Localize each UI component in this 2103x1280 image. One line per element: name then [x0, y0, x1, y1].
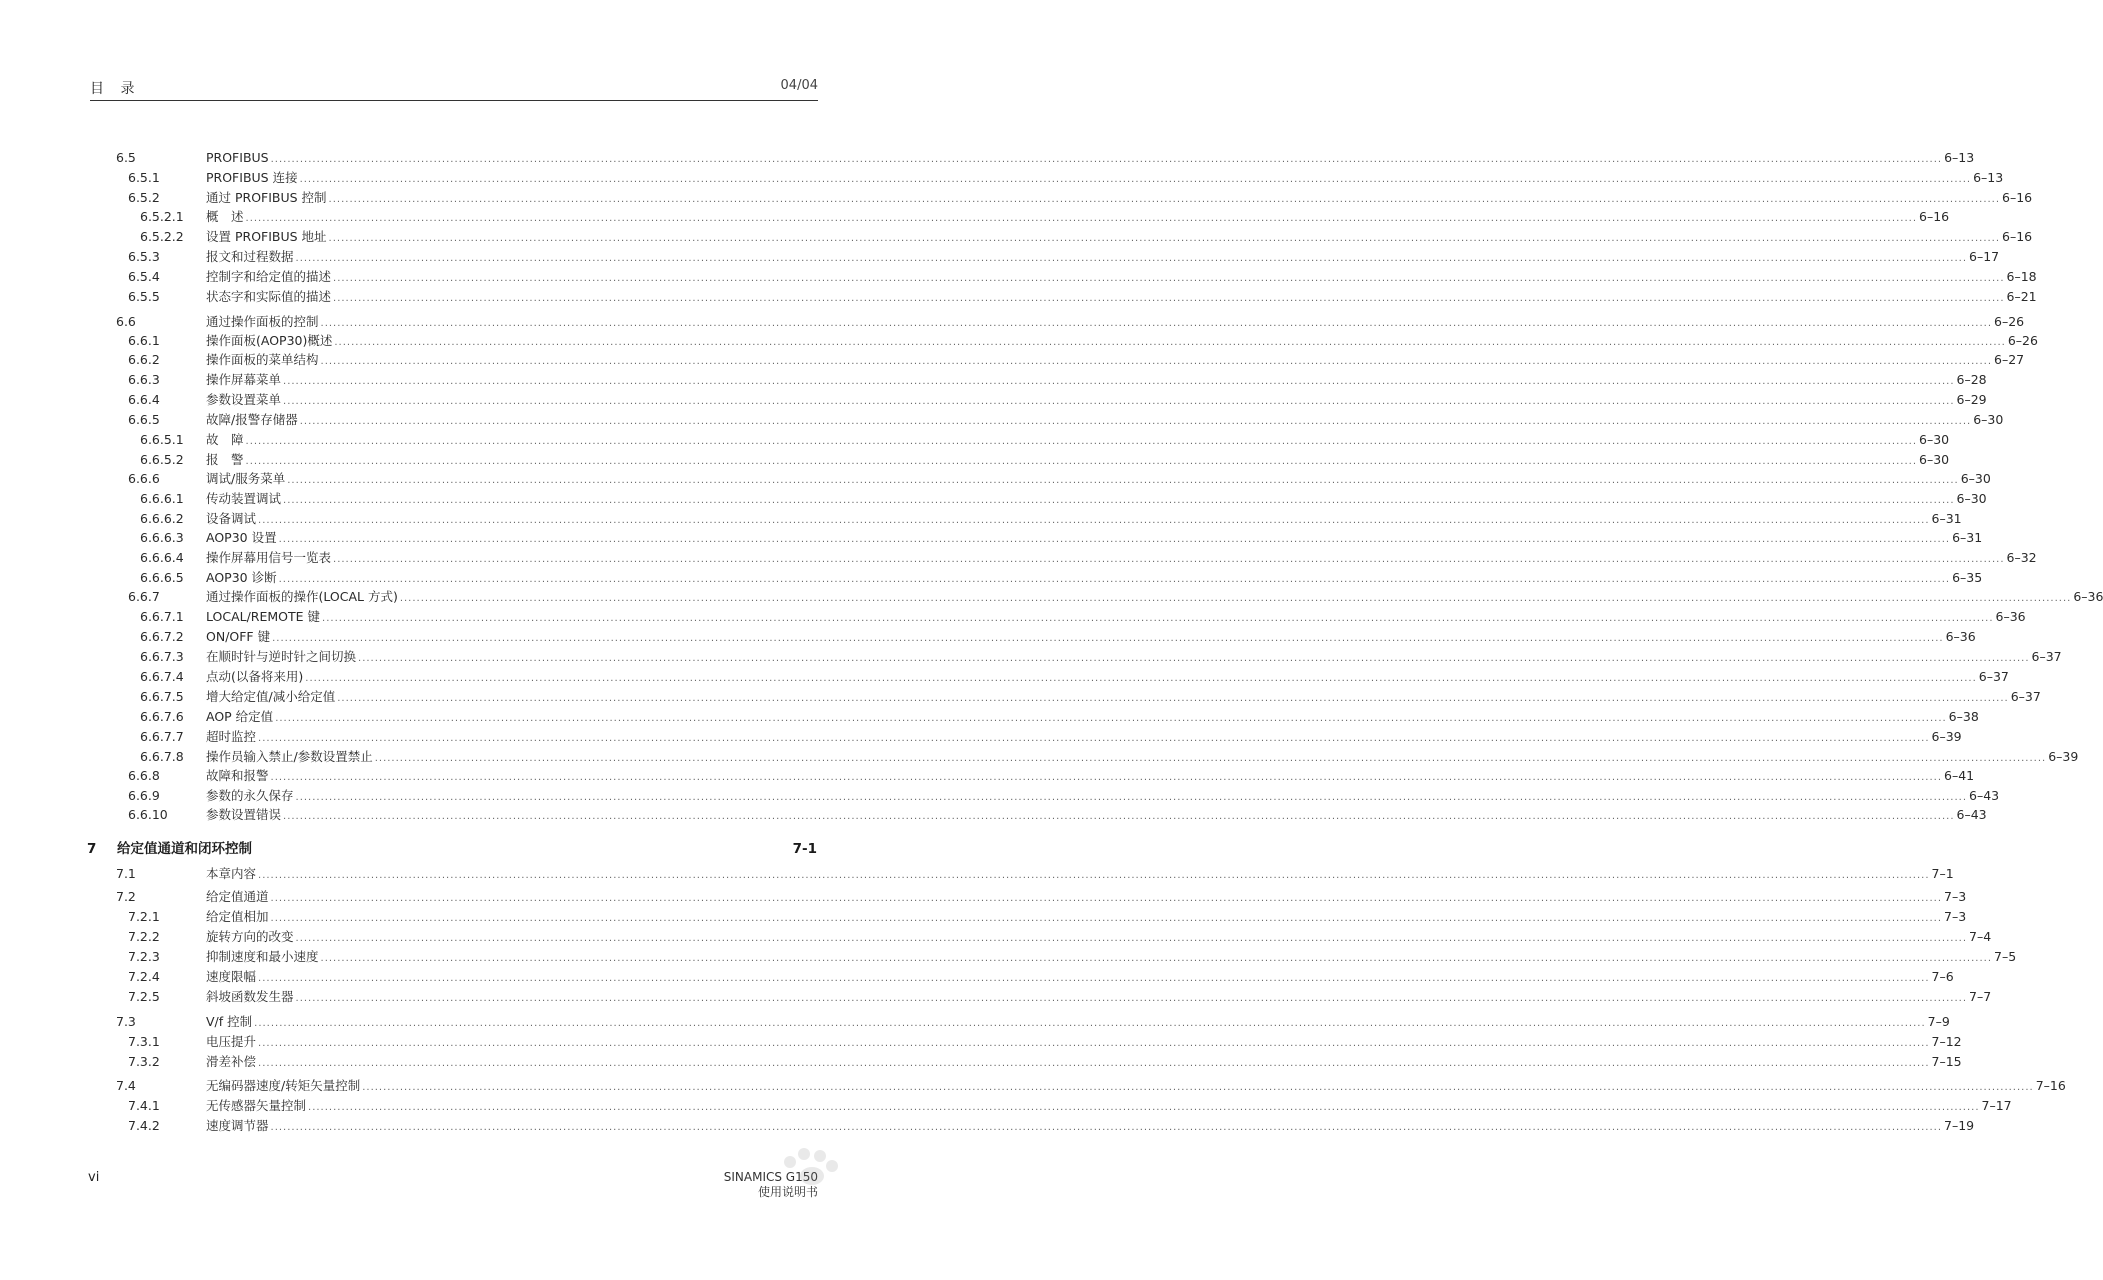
toc-entry-number: 7.1	[116, 866, 136, 881]
toc-entry-number: 6.5.1	[128, 170, 160, 185]
toc-entry-title: AOP30 设置	[206, 530, 277, 545]
toc-entry-number: 6.6.7.4	[140, 669, 184, 684]
toc-entry-text	[206, 189, 2033, 209]
toc-entry-number: 7.2.4	[128, 969, 160, 984]
toc-entry-number: 7.3.2	[128, 1054, 160, 1069]
toc-entry-text	[206, 549, 2037, 569]
toc-entry-title: 报 警	[206, 452, 244, 467]
toc-entry-text	[206, 728, 1962, 748]
toc-leader-dots: ................................................................................................................................................................................................................................................................................................................................................................................................................	[270, 893, 1942, 904]
toc-entry[interactable]	[116, 588, 2103, 606]
toc-entry-title: 调试/服务菜单	[206, 471, 286, 486]
toc-entry-number: 6.6.2	[128, 352, 160, 367]
toc-entry[interactable]	[116, 248, 2000, 266]
manual-name: 使用说明书	[757, 1185, 818, 1199]
toc-entry-page: 7–15	[1931, 1054, 1962, 1069]
baidu-watermark-logo	[640, 1140, 870, 1250]
toc-entry[interactable]	[116, 451, 1950, 469]
toc-entry-page: 6–16	[2002, 190, 2033, 205]
toc-leader-dots: ................................................................................................................................................................................................................................................................................................................................................................................................................	[328, 194, 2001, 205]
toc-entry[interactable]	[116, 1077, 2066, 1095]
toc-entry-title: 故 障	[206, 432, 244, 447]
toc-entry-title: ON/OFF 键	[206, 629, 271, 644]
toc-entry[interactable]	[116, 806, 1987, 824]
toc-entry[interactable]	[116, 529, 1983, 547]
toc-entry-text	[206, 1117, 1975, 1137]
toc-entry-title: 通过 PROFIBUS 控制	[206, 190, 327, 205]
toc-entry-text	[206, 588, 2103, 608]
toc-entry-title: 超时监控	[206, 729, 257, 744]
toc-entry-title: PROFIBUS 连接	[206, 170, 298, 185]
toc-entry-page: 6–39	[2048, 749, 2079, 764]
toc-entry-number: 6.6.5	[128, 412, 160, 427]
toc-entry-page: 6–30	[1960, 471, 1991, 486]
toc-entry-page: 6–30	[1919, 452, 1950, 467]
toc-leader-dots: ................................................................................................................................................................................................................................................................................................................................................................................................................	[270, 154, 1943, 165]
toc-entry-page: 6–38	[1948, 709, 1979, 724]
toc-entry-title: 故障和报警	[206, 768, 269, 783]
toc-entry-page: 6–21	[2006, 289, 2037, 304]
toc-entry-number: 6.6.6.5	[140, 570, 184, 585]
toc-leader-dots: ................................................................................................................................................................................................................................................................................................................................................................................................................	[270, 1122, 1942, 1133]
toc-entry-title: LOCAL/REMOTE 键	[206, 609, 321, 624]
toc-entry-number: 7.2.2	[128, 929, 160, 944]
toc-entry-number: 7.2.3	[128, 949, 160, 964]
toc-entry-number: 6.6.5.2	[140, 452, 184, 467]
toc-entry[interactable]	[116, 371, 1987, 389]
toc-entry-title: 操作屏幕菜单	[206, 372, 282, 387]
toc-entry-text	[206, 490, 1987, 510]
toc-entry-title: 斜坡函数发生器	[206, 989, 294, 1004]
toc-leader-dots: ................................................................................................................................................................................................................................................................................................................................................................................................................	[299, 416, 1972, 427]
page-number: vi	[88, 1170, 100, 1185]
toc-entry-page: 6–35	[1952, 570, 1983, 585]
toc-leader-dots: ................................................................................................................................................................................................................................................................................................................................................................................................................	[320, 318, 1992, 329]
toc-entry-page: 6–29	[1956, 392, 1987, 407]
toc-chapter-page: 7-1	[792, 841, 817, 857]
toc-entry-title: 控制字和给定值的描述	[206, 269, 332, 284]
toc-entry-number: 7.2.5	[128, 989, 160, 1004]
toc-leader-dots: ................................................................................................................................................................................................................................................................................................................................................................................................................	[258, 973, 1930, 984]
toc-entry-text	[206, 865, 1954, 885]
toc-entry-text	[206, 1053, 1962, 1073]
toc-entry-number: 6.6.6	[128, 471, 160, 486]
toc-entry[interactable]	[116, 189, 2033, 207]
toc-chapter-number: 7	[87, 841, 97, 857]
header-date: 04/04	[780, 78, 818, 93]
toc-entry-text	[206, 529, 1983, 549]
toc-entry-number: 6.6.1	[128, 333, 160, 348]
toc-entry-title: 滑差补偿	[206, 1054, 257, 1069]
toc-entry[interactable]	[116, 1033, 1962, 1051]
toc-entry[interactable]	[116, 228, 2033, 246]
toc-entry[interactable]	[116, 928, 1992, 946]
toc-entry-title: 抑制速度和最小速度	[206, 949, 319, 964]
toc-entry-number: 6.6.8	[128, 768, 160, 783]
toc-leader-dots: ................................................................................................................................................................................................................................................................................................................................................................................................................	[362, 1082, 2034, 1093]
toc-leader-dots: ................................................................................................................................................................................................................................................................................................................................................................................................................	[258, 515, 1930, 526]
toc-leader-dots: ................................................................................................................................................................................................................................................................................................................................................................................................................	[399, 593, 2072, 604]
toc-entry-number: 6.6.3	[128, 372, 160, 387]
toc-leader-dots: ................................................................................................................................................................................................................................................................................................................................................................................................................	[320, 953, 1992, 964]
toc-entry-text	[206, 928, 1992, 948]
header-title: 目 录	[90, 81, 141, 97]
toc-entry-text	[206, 371, 1987, 391]
toc-entry-text	[206, 268, 2037, 288]
toc-entry[interactable]	[116, 332, 2038, 350]
toc-leader-dots: ................................................................................................................................................................................................................................................................................................................................................................................................................	[295, 253, 1967, 264]
toc-entry[interactable]	[116, 351, 2025, 369]
toc-chapter[interactable]	[87, 839, 817, 859]
toc-entry[interactable]	[116, 608, 2026, 626]
toc-entry-title: 给定值通道	[206, 889, 269, 904]
toc-leader-dots: ................................................................................................................................................................................................................................................................................................................................................................................................................	[278, 534, 1951, 545]
toc-entry[interactable]	[116, 648, 2062, 666]
toc-entry[interactable]	[116, 208, 1950, 226]
toc-entry-number: 6.6.7.2	[140, 629, 184, 644]
toc-leader-dots: ................................................................................................................................................................................................................................................................................................................................................................................................................	[272, 633, 1944, 644]
toc-entry[interactable]	[116, 628, 1976, 646]
toc-entry-title: 增大给定值/减小给定值	[206, 689, 336, 704]
toc-entry[interactable]	[116, 510, 1962, 528]
toc-entry-text	[206, 767, 1975, 787]
toc-entry-text	[206, 431, 1950, 451]
toc-entry-number: 6.6.7.1	[140, 609, 184, 624]
toc-entry-page: 6–13	[1973, 170, 2004, 185]
toc-leader-dots: ................................................................................................................................................................................................................................................................................................................................................................................................................	[270, 772, 1942, 783]
toc-entry-text	[206, 1077, 2066, 1097]
toc-entry-page: 7–9	[1927, 1014, 1950, 1029]
toc-leader-dots: ................................................................................................................................................................................................................................................................................................................................................................................................................	[283, 811, 1955, 822]
toc-entry-number: 6.6.5.1	[140, 432, 184, 447]
toc-entry-text	[206, 332, 2038, 352]
toc-leader-dots: ................................................................................................................................................................................................................................................................................................................................................................................................................	[337, 693, 2009, 704]
toc-leader-dots: ................................................................................................................................................................................................................................................................................................................................................................................................................	[328, 233, 2001, 244]
toc-entry-title: 速度限幅	[206, 969, 257, 984]
toc-entry[interactable]	[116, 569, 1983, 587]
toc-entry-page: 6–26	[1994, 314, 2025, 329]
toc-entry[interactable]	[116, 865, 1954, 883]
toc-entry-text	[206, 1097, 2012, 1117]
toc-entry[interactable]	[116, 748, 2079, 766]
toc-entry-page: 6–17	[1969, 249, 2000, 264]
toc-entry-text	[206, 628, 1976, 648]
toc-entry-page: 6–31	[1952, 530, 1983, 545]
page-header	[90, 78, 818, 101]
toc-entry-page: 7–6	[1931, 969, 1954, 984]
toc-entry-title: 报文和过程数据	[206, 249, 294, 264]
toc-entry[interactable]	[116, 169, 2004, 187]
toc-leader-dots: ................................................................................................................................................................................................................................................................................................................................................................................................................	[374, 753, 2047, 764]
toc-entry-text	[206, 888, 1967, 908]
toc-entry-page: 6–37	[2010, 689, 2041, 704]
toc-entry[interactable]	[116, 313, 2025, 331]
toc-entry-page: 7–7	[1969, 989, 1992, 1004]
toc-entry-text	[206, 668, 2009, 688]
toc-entry-page: 6–27	[1994, 352, 2025, 367]
toc-chapter-title: 给定值通道和闭环控制	[117, 841, 252, 857]
toc-entry-text	[206, 968, 1954, 988]
toc-entry[interactable]	[116, 888, 1967, 906]
toc-entry[interactable]	[116, 490, 1987, 508]
toc-entry-number: 7.4.2	[128, 1118, 160, 1133]
toc-entry-text	[206, 391, 1987, 411]
toc-entry[interactable]	[116, 968, 1954, 986]
toc-entry[interactable]	[116, 149, 1975, 167]
toc-entry[interactable]	[116, 549, 2037, 567]
toc-entry-page: 6–30	[1919, 432, 1950, 447]
toc-entry-title: 传动装置调试	[206, 491, 282, 506]
toc-entry-text	[206, 948, 2017, 968]
toc-entry-text	[206, 351, 2025, 371]
toc-entry-page: 6–39	[1931, 729, 1962, 744]
toc-leader-dots: ................................................................................................................................................................................................................................................................................................................................................................................................................	[245, 213, 1917, 224]
toc-entry-page: 7–1	[1931, 866, 1954, 881]
toc-entry[interactable]	[116, 1053, 1962, 1071]
toc-entry-text	[206, 787, 2000, 807]
toc-entry-page: 6–16	[2002, 229, 2033, 244]
toc-entry-page: 7–3	[1944, 909, 1967, 924]
toc-leader-dots: ................................................................................................................................................................................................................................................................................................................................................................................................................	[295, 993, 1967, 1004]
toc-entry-number: 6.6.4	[128, 392, 160, 407]
toc-entry-title: V/f 控制	[206, 1014, 253, 1029]
toc-entry-number: 6.6	[116, 314, 136, 329]
toc-entry-page: 6–37	[2031, 649, 2062, 664]
toc-entry-page: 6–36	[1995, 609, 2026, 624]
toc-entry-title: PROFIBUS	[206, 150, 269, 165]
toc-entry-title: 状态字和实际值的描述	[206, 289, 332, 304]
toc-leader-dots: ................................................................................................................................................................................................................................................................................................................................................................................................................	[254, 1018, 1926, 1029]
toc-leader-dots: ................................................................................................................................................................................................................................................................................................................................................................................................................	[245, 456, 1917, 467]
toc-entry[interactable]	[116, 988, 1992, 1006]
toc-entry-number: 6.5.2.1	[140, 209, 184, 224]
toc-entry-text	[206, 411, 2004, 431]
toc-leader-dots: ................................................................................................................................................................................................................................................................................................................................................................................................................	[258, 870, 1930, 881]
toc-entry-text	[206, 451, 1950, 471]
toc-leader-dots: ................................................................................................................................................................................................................................................................................................................................................................................................................	[258, 1038, 1930, 1049]
toc-leader-dots: ................................................................................................................................................................................................................................................................................................................................................................................................................	[299, 174, 1972, 185]
toc-entry-title: 操作员输入禁止/参数设置禁止	[206, 749, 373, 764]
toc-entry-number: 6.6.7.7	[140, 729, 184, 744]
toc-entry-number: 6.6.6.2	[140, 511, 184, 526]
toc-leader-dots: ................................................................................................................................................................................................................................................................................................................................................................................................................	[258, 1058, 1930, 1069]
toc-entry[interactable]	[116, 688, 2041, 706]
toc-entry-title: 电压提升	[206, 1034, 257, 1049]
toc-entry-title: 设备调试	[206, 511, 257, 526]
toc-entry-text	[206, 688, 2041, 708]
toc-entry-text	[206, 169, 2004, 189]
toc-leader-dots: ................................................................................................................................................................................................................................................................................................................................................................................................................	[295, 792, 1967, 803]
toc-entry-number: 6.6.9	[128, 788, 160, 803]
toc-leader-dots: ................................................................................................................................................................................................................................................................................................................................................................................................................	[295, 933, 1967, 944]
toc-entry-title: 操作屏幕用信号一览表	[206, 550, 332, 565]
toc-entry-number: 6.6.7.6	[140, 709, 184, 724]
toc-entry-title: 操作面板的菜单结构	[206, 352, 319, 367]
toc-entry-title: 设置 PROFIBUS 地址	[206, 229, 327, 244]
toc-entry-number: 7.4	[116, 1078, 136, 1093]
toc-entry-text	[206, 1033, 1962, 1053]
toc-leader-dots: ................................................................................................................................................................................................................................................................................................................................................................................................................	[334, 337, 2006, 348]
toc-leader-dots: ................................................................................................................................................................................................................................................................................................................................................................................................................	[258, 733, 1930, 744]
toc-entry-page: 6–16	[1919, 209, 1950, 224]
toc-entry-number: 6.6.7.5	[140, 689, 184, 704]
toc-leader-dots: ................................................................................................................................................................................................................................................................................................................................................................................................................	[270, 913, 1942, 924]
toc-entry-title: 旋转方向的改变	[206, 929, 294, 944]
toc-entry[interactable]	[116, 1013, 1950, 1031]
toc-entry-page: 6–30	[1956, 491, 1987, 506]
toc-entry-page: 7–19	[1944, 1118, 1975, 1133]
toc-entry[interactable]	[116, 668, 2009, 686]
toc-entry-number: 6.5.4	[128, 269, 160, 284]
toc-leader-dots: ................................................................................................................................................................................................................................................................................................................................................................................................................	[283, 495, 1955, 506]
toc-entry-page: 7–3	[1944, 889, 1967, 904]
toc-entry-text	[206, 608, 2026, 628]
toc-entry-page: 7–16	[2035, 1078, 2066, 1093]
toc-entry-text	[206, 1013, 1950, 1033]
toc-entry-page: 7–12	[1931, 1034, 1962, 1049]
toc-entry-page: 6–30	[1973, 412, 2004, 427]
toc-entry-title: 点动(以备将来用)	[206, 669, 304, 684]
toc-entry-number: 6.6.6.4	[140, 550, 184, 565]
toc-entry-page: 6–32	[2006, 550, 2037, 565]
toc-entry[interactable]	[116, 431, 1950, 449]
toc-entry-page: 6–43	[1969, 788, 2000, 803]
toc-entry-title: 通过操作面板的控制	[206, 314, 319, 329]
toc-leader-dots: ................................................................................................................................................................................................................................................................................................................................................................................................................	[275, 713, 1947, 724]
toc-entry-text	[206, 228, 2033, 248]
toc-entry-title: 参数的永久保存	[206, 788, 294, 803]
toc-entry-title: 概 述	[206, 209, 244, 224]
toc-entry-text	[206, 748, 2079, 768]
toc-entry-number: 6.5	[116, 150, 136, 165]
toc-entry-page: 6–43	[1956, 807, 1987, 822]
toc-entry-text	[206, 648, 2062, 668]
toc-entry[interactable]	[116, 411, 2004, 429]
toc-entry-page: 7–5	[1994, 949, 2017, 964]
toc-leader-dots: ................................................................................................................................................................................................................................................................................................................................................................................................................	[308, 1102, 1980, 1113]
toc-entry-text	[206, 908, 1967, 928]
toc-entry-number: 7.3	[116, 1014, 136, 1029]
toc-entry[interactable]	[116, 787, 2000, 805]
toc-entry-title: 速度调节器	[206, 1118, 269, 1133]
toc-entry-number: 7.2.1	[128, 909, 160, 924]
toc-entry-number: 6.5.5	[128, 289, 160, 304]
toc-entry-text	[206, 288, 2037, 308]
toc-entry[interactable]	[116, 767, 1975, 785]
toc-entry-text	[206, 510, 1962, 530]
toc-entry-text	[206, 313, 2025, 333]
toc-entry-title: 参数设置错误	[206, 807, 282, 822]
toc-entry-page: 6–28	[1956, 372, 1987, 387]
toc-entry-page: 6–37	[1978, 669, 2009, 684]
toc-entry-page: 6–18	[2006, 269, 2037, 284]
toc-leader-dots: ................................................................................................................................................................................................................................................................................................................................................................................................................	[305, 673, 1977, 684]
toc-entry[interactable]	[116, 391, 1987, 409]
toc-entry-text	[206, 569, 1983, 589]
toc-leader-dots: ................................................................................................................................................................................................................................................................................................................................................................................................................	[283, 396, 1955, 407]
toc-leader-dots: ................................................................................................................................................................................................................................................................................................................................................................................................................	[245, 436, 1917, 447]
toc-entry[interactable]	[116, 288, 2037, 306]
toc-leader-dots: ................................................................................................................................................................................................................................................................................................................................................................................................................	[320, 356, 1992, 367]
toc-leader-dots: ................................................................................................................................................................................................................................................................................................................................................................................................................	[358, 653, 2030, 664]
toc-entry-title: AOP30 诊断	[206, 570, 277, 585]
toc-entry-number: 6.6.7.8	[140, 749, 184, 764]
toc-entry-number: 7.2	[116, 889, 136, 904]
toc-entry-number: 7.3.1	[128, 1034, 160, 1049]
toc-entry-title: AOP 给定值	[206, 709, 274, 724]
toc-entry-number: 6.6.10	[128, 807, 168, 822]
toc-entry-page: 6–26	[2007, 333, 2038, 348]
toc-entry-page: 6–36	[2073, 589, 2103, 604]
toc-entry-number: 6.6.7.3	[140, 649, 184, 664]
toc-entry-number: 6.5.3	[128, 249, 160, 264]
toc-entry-text	[206, 988, 1992, 1008]
toc-entry[interactable]	[116, 470, 1991, 488]
toc-entry-number: 7.4.1	[128, 1098, 160, 1113]
toc-entry[interactable]	[116, 268, 2037, 286]
toc-entry[interactable]	[116, 1097, 2012, 1115]
toc-entry-text	[206, 208, 1950, 228]
toc-entry-text	[206, 149, 1975, 169]
toc-leader-dots: ................................................................................................................................................................................................................................................................................................................................................................................................................	[283, 376, 1955, 387]
toc-entry-title: 无编码器速度/转矩矢量控制	[206, 1078, 361, 1093]
toc-entry-text	[206, 806, 1987, 826]
toc-entry[interactable]	[116, 908, 1967, 926]
toc-entry-title: 故障/报警存储器	[206, 412, 298, 427]
toc-entry-page: 6–13	[1944, 150, 1975, 165]
toc-leader-dots: ................................................................................................................................................................................................................................................................................................................................................................................................................	[333, 273, 2005, 284]
toc-entry[interactable]	[116, 708, 1979, 726]
product-name: SINAMICS G150	[723, 1170, 818, 1184]
toc-entry-text	[206, 470, 1991, 490]
toc-entry-page: 6–31	[1931, 511, 1962, 526]
toc-entry-page: 7–17	[1981, 1098, 2012, 1113]
toc-entry-number: 6.6.6.3	[140, 530, 184, 545]
toc-entry-text	[206, 248, 2000, 268]
toc-leader-dots: ................................................................................................................................................................................................................................................................................................................................................................................................................	[333, 293, 2005, 304]
toc-entry-title: 给定值相加	[206, 909, 269, 924]
toc-entry-number: 6.5.2	[128, 190, 160, 205]
toc-leader-dots: ................................................................................................................................................................................................................................................................................................................................................................................................................	[322, 613, 1994, 624]
toc-entry-title: 操作面板(AOP30)概述	[206, 333, 333, 348]
toc-entry[interactable]	[116, 1117, 1975, 1135]
toc-entry-number: 6.6.6.1	[140, 491, 184, 506]
toc-entry-title: 本章内容	[206, 866, 257, 881]
toc-entry-title: 参数设置菜单	[206, 392, 282, 407]
toc-leader-dots: ................................................................................................................................................................................................................................................................................................................................................................................................................	[278, 574, 1951, 585]
toc-leader-dots: ................................................................................................................................................................................................................................................................................................................................................................................................................	[287, 475, 1959, 486]
toc-entry-title: 无传感器矢量控制	[206, 1098, 307, 1113]
toc-entry-page: 7–4	[1969, 929, 1992, 944]
toc-leader-dots: ................................................................................................................................................................................................................................................................................................................................................................................................................	[333, 554, 2005, 565]
toc-entry-page: 6–41	[1944, 768, 1975, 783]
toc-entry-text	[206, 708, 1979, 728]
toc-entry-title: 在顺时针与逆时针之间切换	[206, 649, 357, 664]
toc-entry-page: 6–36	[1945, 629, 1976, 644]
toc-entry[interactable]	[116, 728, 1962, 746]
toc-entry-title: 通过操作面板的操作(LOCAL 方式)	[206, 589, 398, 604]
toc-entry[interactable]	[116, 948, 2017, 966]
toc-entry-number: 6.5.2.2	[140, 229, 184, 244]
toc-entry-number: 6.6.7	[128, 589, 160, 604]
